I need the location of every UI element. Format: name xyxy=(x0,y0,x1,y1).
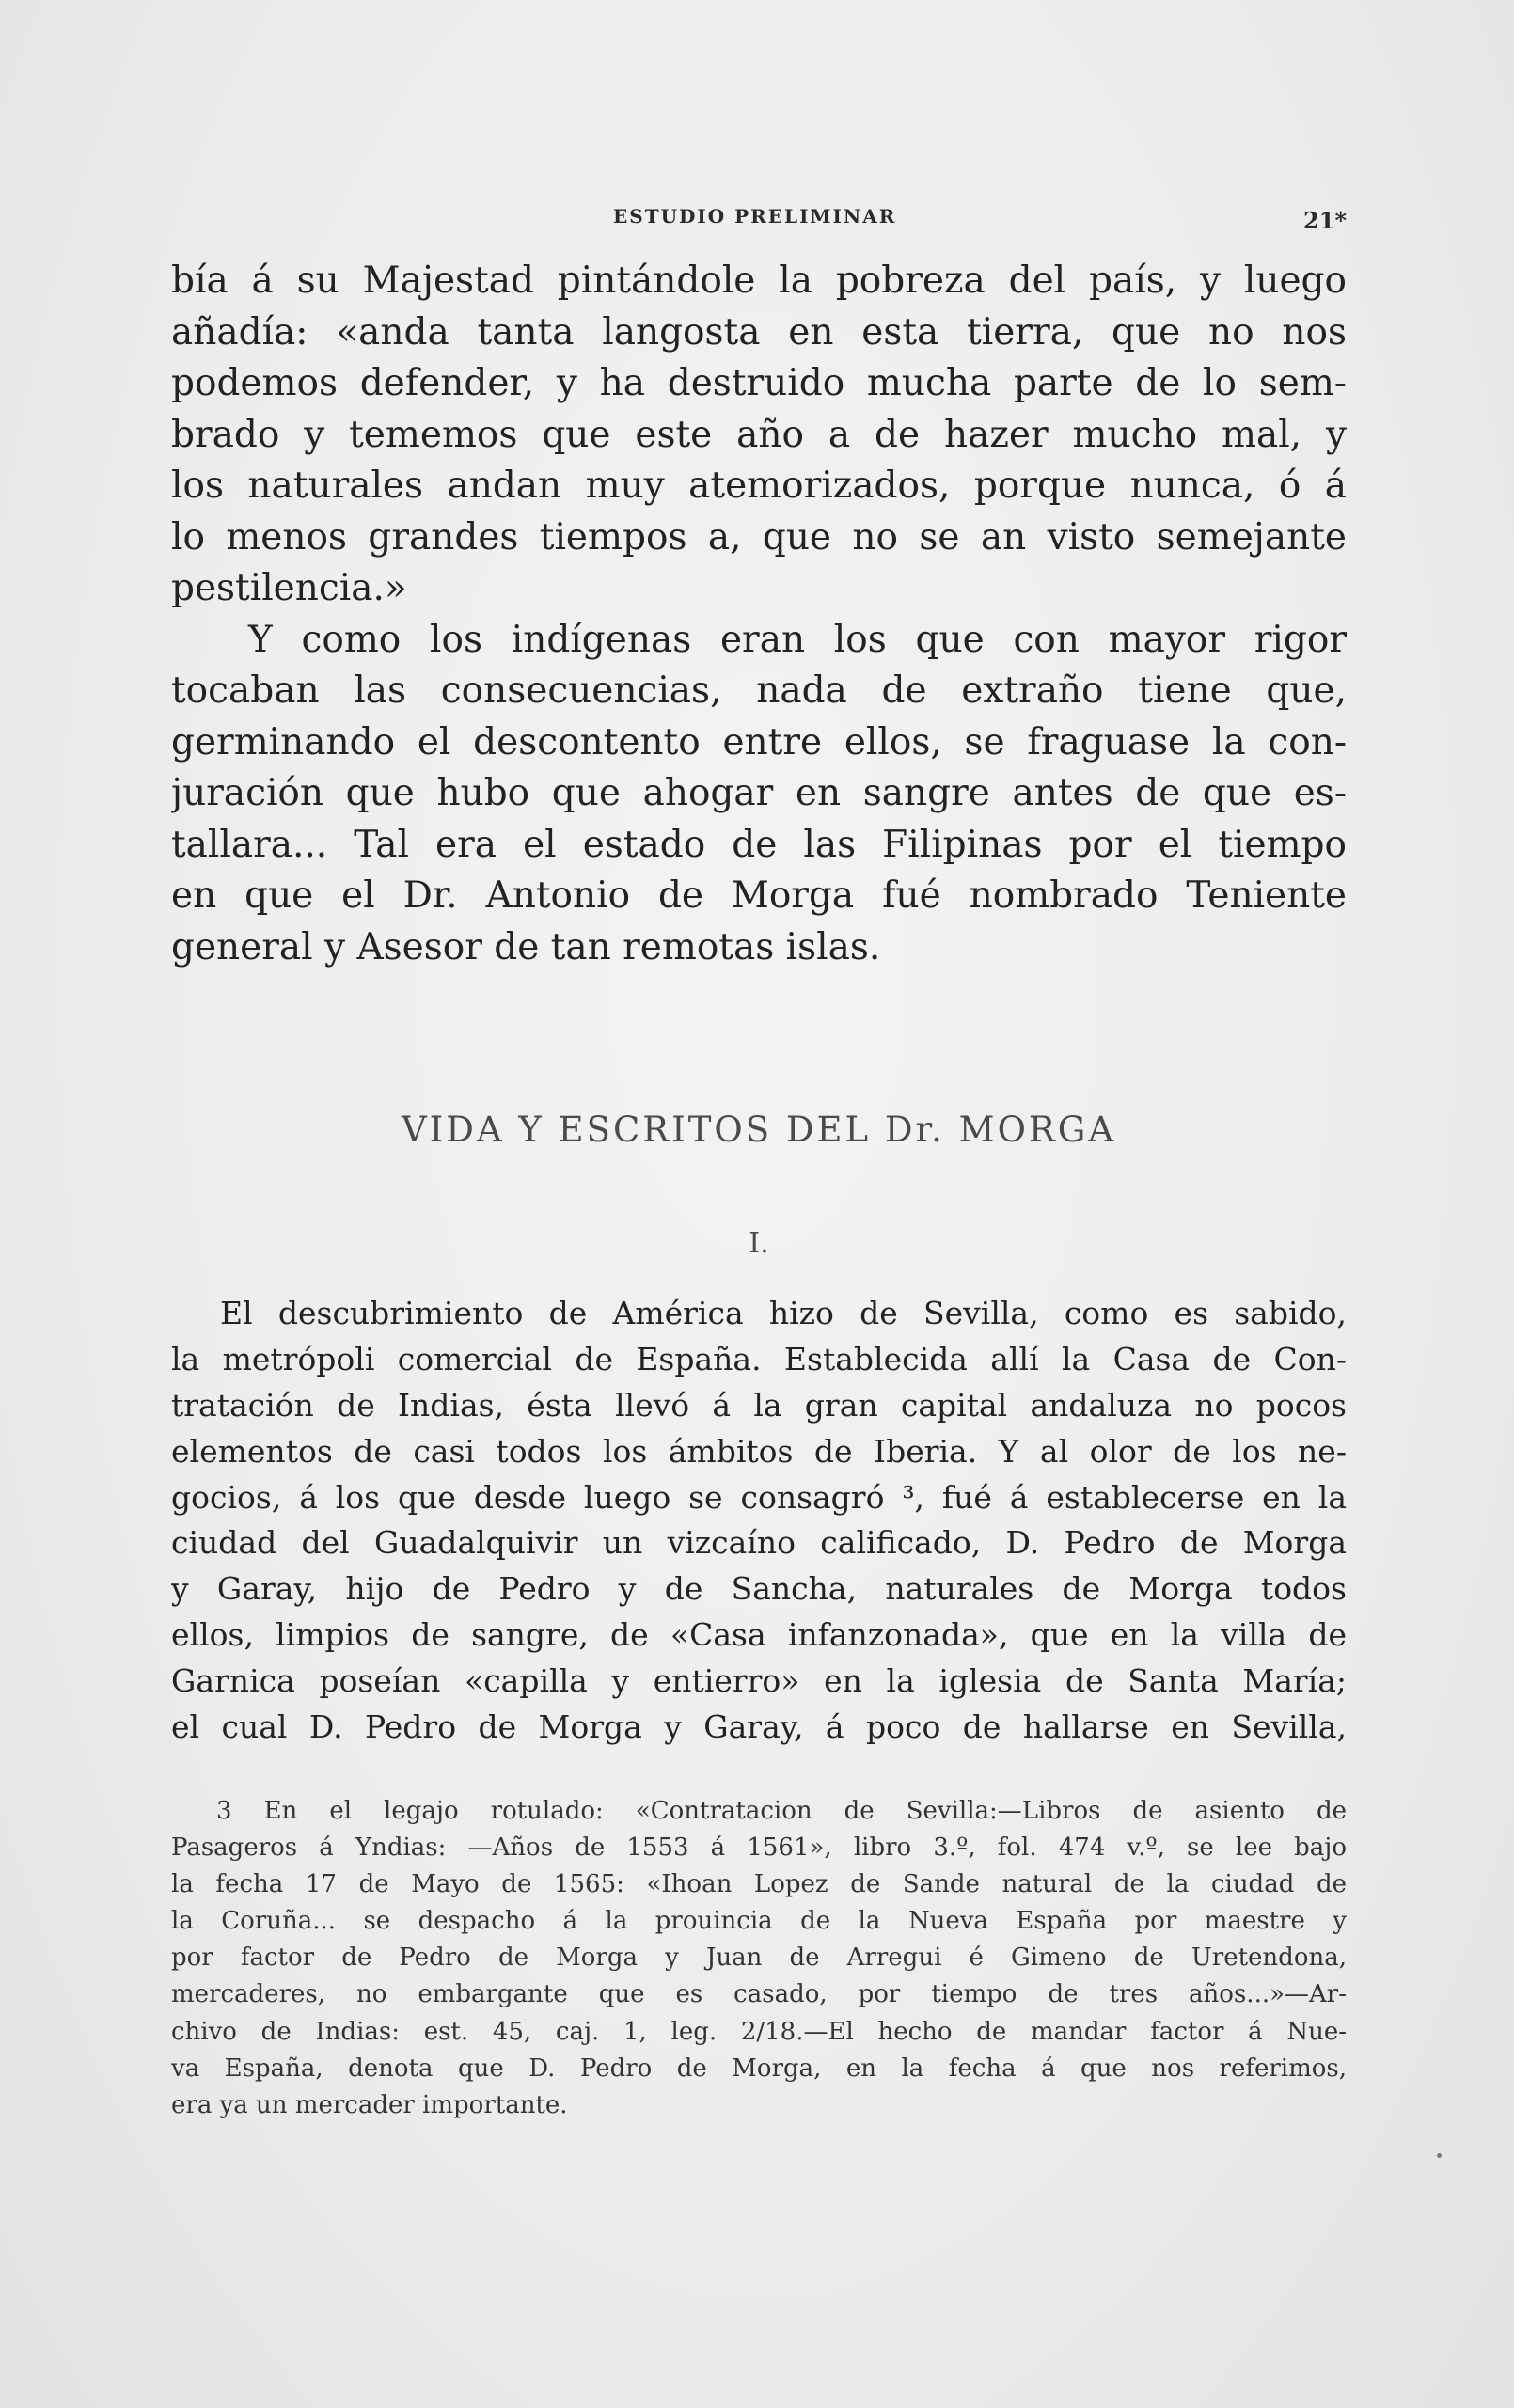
text-line: tocaban las consecuencias, nada de extraño tiene que, xyxy=(171,669,1347,712)
ink-speck xyxy=(1437,2153,1442,2158)
text-line: gocios, á los que desde luego se consagró ³, fué á establecerse en la xyxy=(171,1478,1347,1516)
text-line: bía á su Majestad pintándole la pobreza del país, y luego xyxy=(171,260,1347,302)
text-line: El descubrimiento de América hizo de Sevilla, como es sabido, xyxy=(220,1295,1347,1331)
text-line: tratación de Indias, ésta llevó á la gran capital andaluza no pocos xyxy=(171,1386,1347,1424)
running-header xyxy=(171,205,1347,243)
footnote-line: era ya un mercader importante. xyxy=(171,2090,568,2119)
page-number: 21* xyxy=(1303,207,1347,234)
footnote-line: la Coruña... se despacho á la prouincia de la Nueva España por maestre y xyxy=(171,1907,1347,1936)
text-line: ciudad del Guadalquivir un vizcaíno calificado, D. Pedro de Morga xyxy=(171,1524,1347,1562)
footnote-line: chivo de Indias: est. 45, caj. 1, leg. 2/18.—El hecho de mandar factor á Nue- xyxy=(171,2017,1347,2046)
text-line: los naturales andan muy atemorizados, porque nunca, ó á xyxy=(171,464,1347,507)
text-line: y Garay, hijo de Pedro y de Sancha, naturales de Morga todos xyxy=(171,1570,1347,1608)
paragraph-2 xyxy=(171,615,1347,974)
header-title: ESTUDIO PRELIMINAR xyxy=(613,205,897,228)
text-line: brado y tememos que este año a de hazer mucho mal, y xyxy=(171,413,1347,456)
text-line: elementos de casi todos los ámbitos de Iberia. Y al olor de los ne- xyxy=(171,1432,1347,1470)
chapter-number: I. xyxy=(749,1227,769,1260)
text-line: Garnica poseían «capilla y entierro» en la iglesia de Santa María; xyxy=(171,1662,1347,1700)
section-heading: VIDA Y ESCRITOS DEL Dr. MORGA xyxy=(401,1110,1117,1150)
text-line: la metrópoli comercial de España. Establecida allí la Casa de Con- xyxy=(171,1340,1347,1377)
footnote-line: mercaderes, no embargante que es casado, por tiempo de tres años...»—Ar- xyxy=(171,1980,1347,2009)
footnote-line: va España, denota que D. Pedro de Morga, en la fecha á que nos referimos, xyxy=(171,2054,1347,2083)
text-line: en que el Dr. Antonio de Morga fué nombrado Teniente xyxy=(171,874,1347,917)
text-line: tallara... Tal era el estado de las Filipinas por el tiempo xyxy=(171,823,1347,866)
paragraph-3 xyxy=(171,1291,1347,1751)
text-line: general y Asesor de tan remotas islas. xyxy=(171,925,881,968)
text-line: juración que hubo que ahogar en sangre antes de que es- xyxy=(171,772,1347,814)
footnote-line: por factor de Pedro de Morga y Juan de Arregui é Gimeno de Uretendona, xyxy=(171,1944,1347,1973)
text-line: el cual D. Pedro de Morga y Garay, á poco de hallarse en Sevilla, xyxy=(171,1708,1347,1746)
text-line: lo menos grandes tiempos a, que no se an visto semejante xyxy=(171,515,1347,559)
footnote-line: la fecha 17 de Mayo de 1565: «Ihoan Lopez de Sande natural de la ciudad de xyxy=(171,1870,1347,1899)
text-line: pestilencia.» xyxy=(171,567,407,609)
footnote-line: 3 En el legajo rotulado: «Contratacion de Sevilla:—Libros de asiento de xyxy=(216,1797,1347,1825)
footnote-line: Pasageros á Yndias: —Años de 1553 á 1561», libro 3.º, fol. 474 v.º, se lee bajo xyxy=(171,1834,1347,1863)
text-line: añadía: «anda tanta langosta en esta tierra, que no nos xyxy=(171,310,1347,354)
paragraph-1 xyxy=(171,256,1347,615)
main-text xyxy=(171,256,1347,973)
text-line: Y como los indígenas eran los que con mayor rigor xyxy=(248,618,1347,661)
text-line: podemos defender, y ha destruido mucha parte de lo sem- xyxy=(171,362,1347,404)
text-line: germinando el descontento entre ellos, se fraguase la con- xyxy=(171,720,1347,763)
text-line: ellos, limpios de sangre, de «Casa infanzonada», que en la villa de xyxy=(171,1616,1347,1654)
footnote xyxy=(171,1793,1347,2124)
